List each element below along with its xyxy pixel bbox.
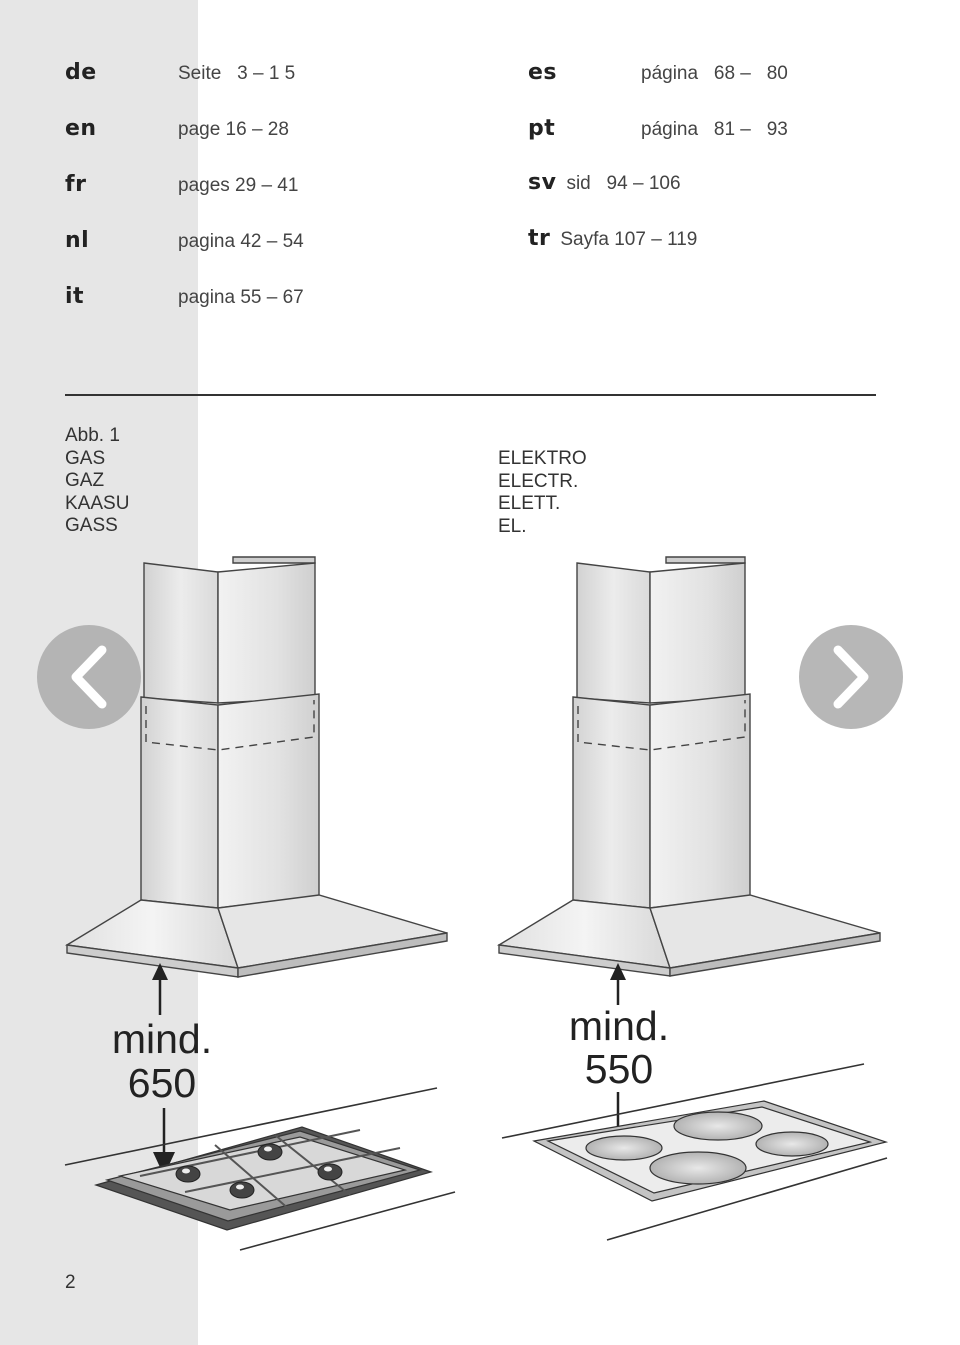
lang-pages: pagina 55 – 67 [178, 287, 304, 308]
lang-pages: page 16 – 28 [178, 119, 289, 140]
electric-distance-prefix: mind. [568, 1003, 670, 1049]
gas-distance-value: 650 [127, 1060, 197, 1106]
lang-code: it [65, 284, 85, 309]
previous-page-button[interactable] [37, 625, 141, 729]
lang-code: de [65, 60, 97, 85]
page-number: 2 [65, 1272, 76, 1293]
gas-chimney-hood [67, 557, 447, 977]
lang-code: fr [65, 172, 87, 197]
electric-distance-value: 550 [584, 1046, 654, 1092]
lang-pages: pages 29 – 41 [178, 175, 299, 196]
electric-chimney-hood [499, 557, 880, 976]
gas-distance-prefix: mind. [111, 1016, 213, 1062]
gas-label: GAS [65, 447, 106, 469]
lang-pages: página 81 – 93 [641, 119, 788, 140]
figure-label: Abb. 1 [65, 425, 120, 446]
lang-code: sv [528, 170, 557, 195]
chevron-right-icon [826, 642, 876, 712]
lang-pages: página 68 – 80 [641, 63, 788, 84]
electric-label: ELEKTRO [498, 448, 587, 469]
lang-code: tr [528, 226, 551, 251]
gas-cooktop [96, 1127, 431, 1230]
electric-label: ELETT. [498, 493, 561, 514]
lang-code: pt [528, 116, 556, 141]
lang-pages: sid 94 – 106 [566, 173, 681, 194]
lang-code: nl [65, 228, 90, 253]
next-page-button[interactable] [799, 625, 903, 729]
lang-code: en [65, 116, 97, 141]
gas-label: GAZ [65, 470, 105, 491]
lang-pages: Seite 3 – 1 5 [178, 63, 296, 84]
gas-label: KAASU [65, 492, 130, 514]
lang-code: es [528, 60, 558, 85]
lang-pages: Sayfa 107 – 119 [560, 229, 698, 250]
electric-label: ELECTR. [498, 470, 579, 492]
chevron-left-icon [64, 642, 114, 712]
electric-cooktop [534, 1101, 886, 1201]
lang-pages: pagina 42 – 54 [178, 231, 304, 252]
gas-label: GASS [65, 515, 118, 536]
electric-label: EL. [498, 515, 527, 537]
